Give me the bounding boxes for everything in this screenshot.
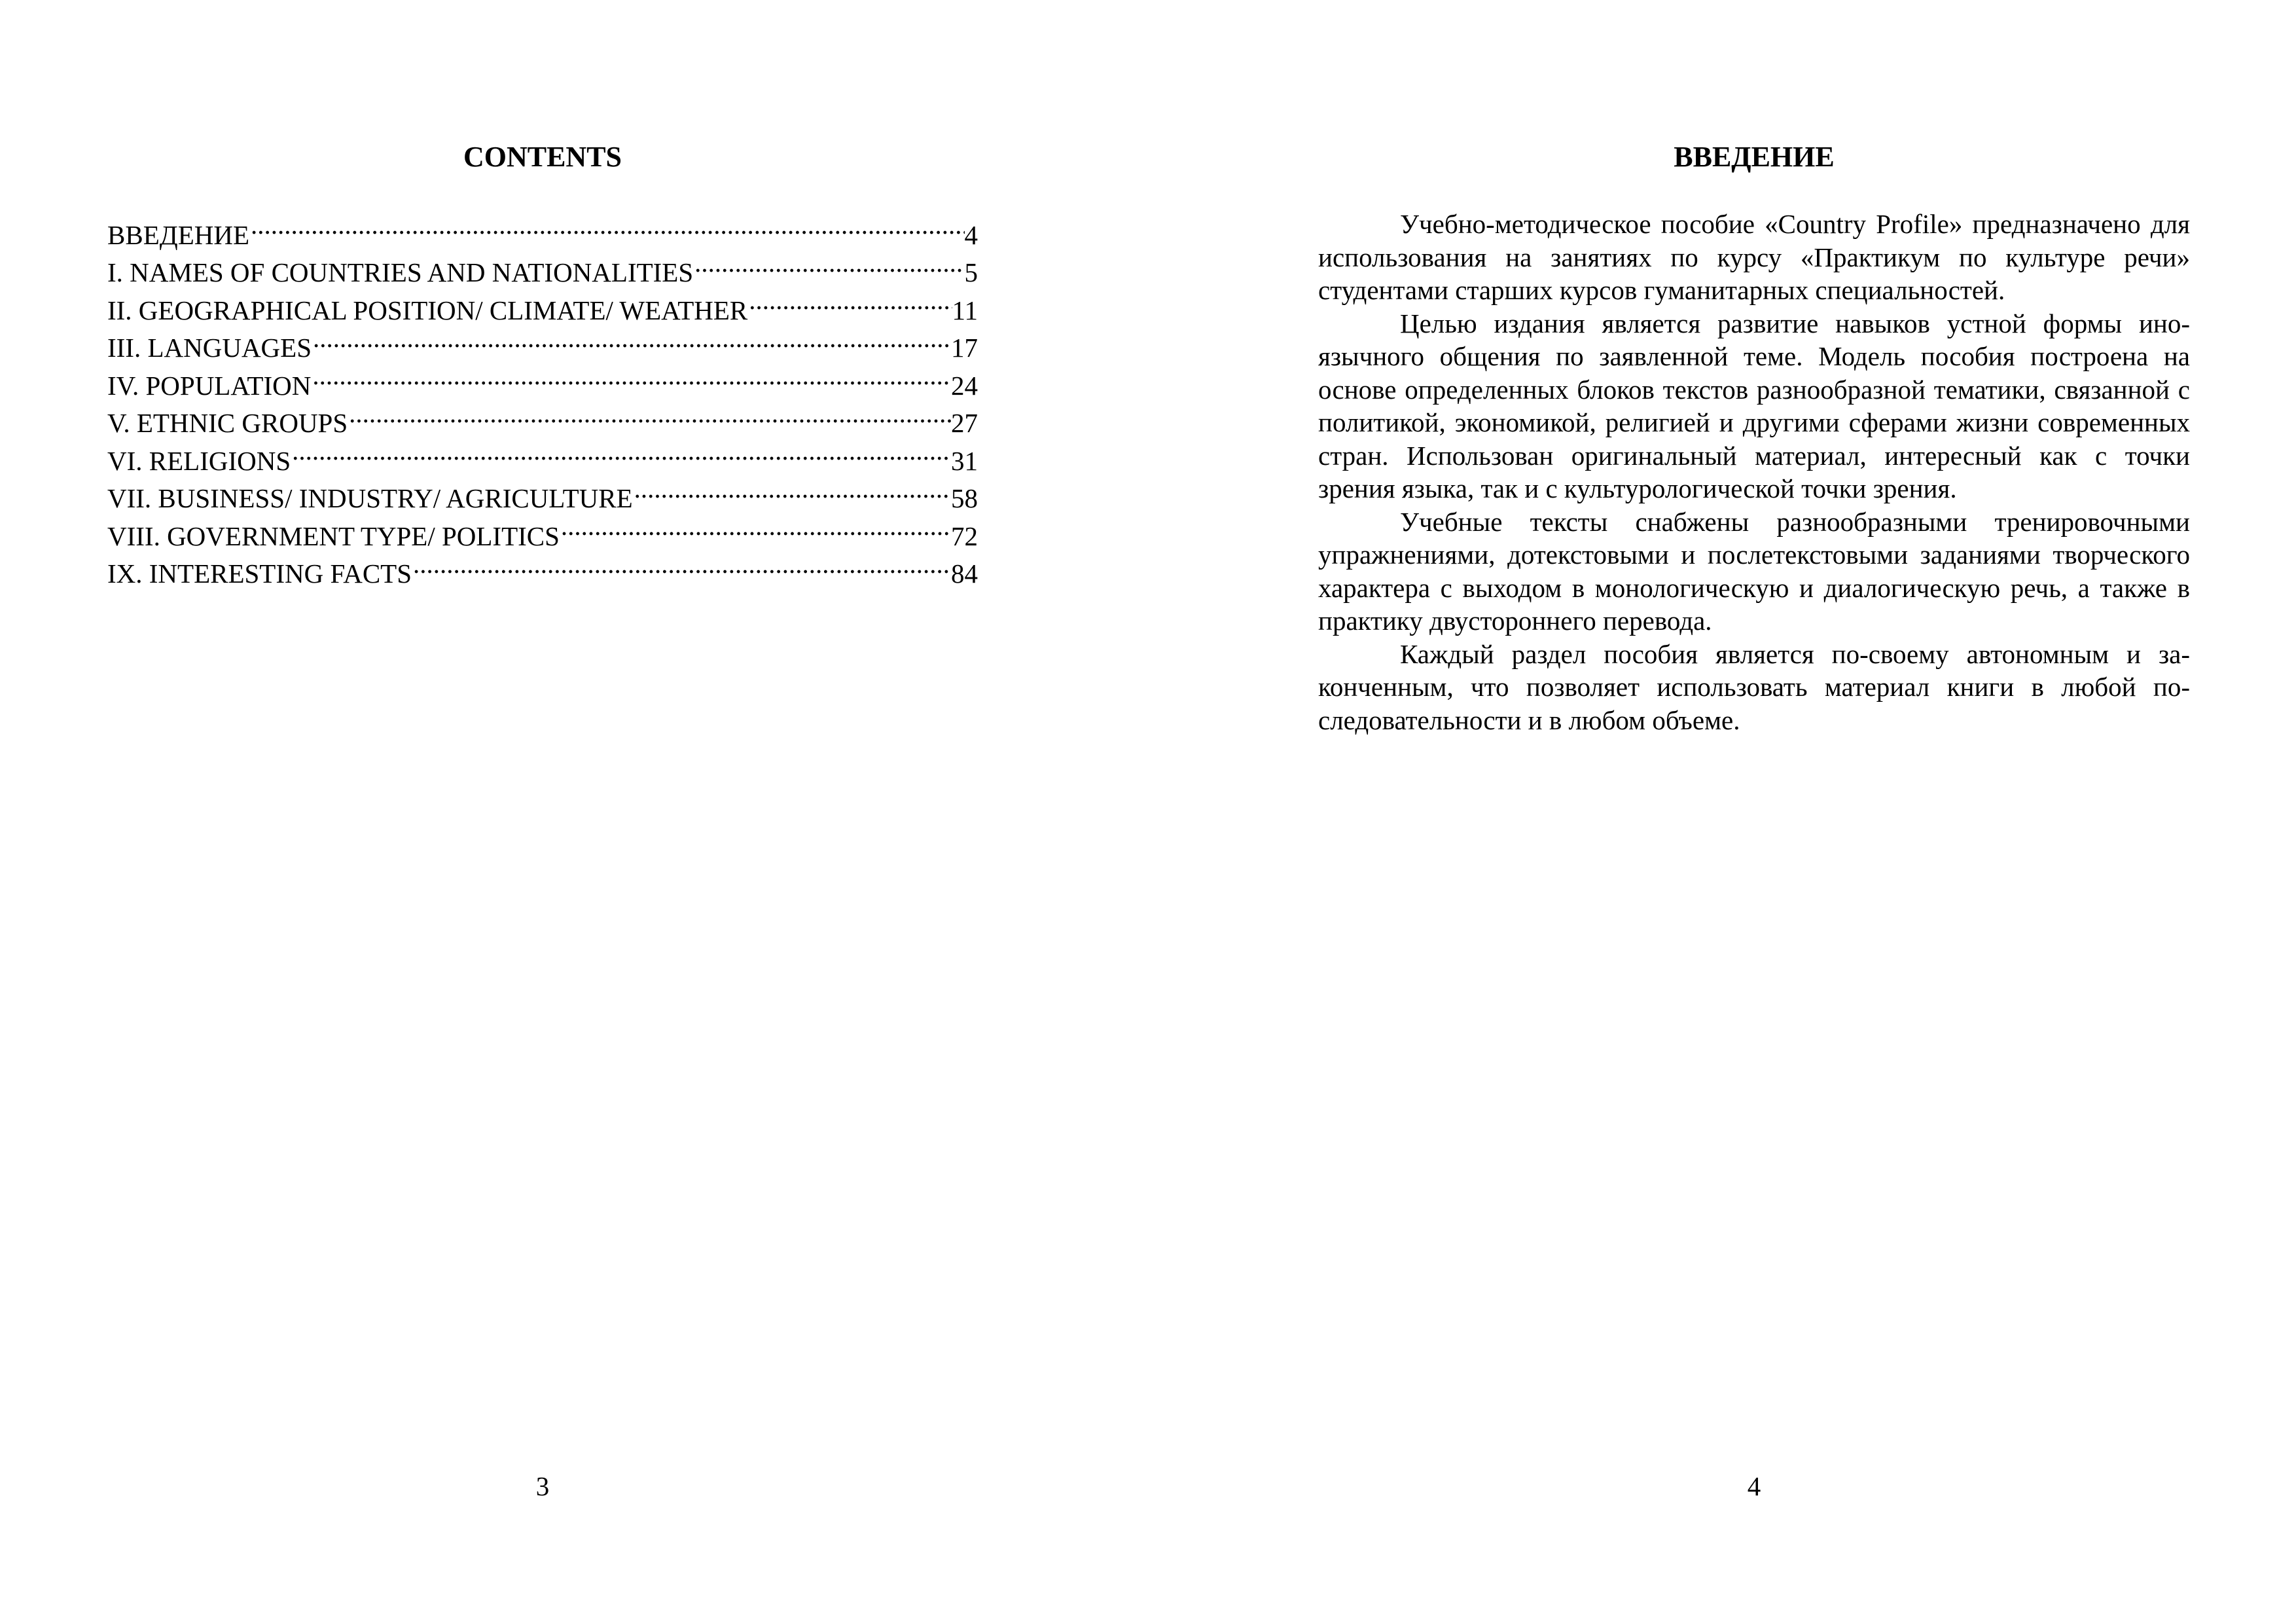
page-number: 4: [1747, 1471, 1761, 1501]
toc-entry-page: 27: [951, 408, 978, 438]
introduction-paragraph: Каждый раздел пособия является по-своему автономным и законченным, что позволяет использовать материал книги в любой последовательности и в любом объеме.: [1318, 638, 2190, 735]
contents-heading: CONTENTS: [463, 141, 622, 173]
toc-dot-leader: [291, 432, 951, 470]
introduction-paragraph: Целью издания является развитие навыков устной формы иноязычного общения по заявленной теме. Модель пособия построена на основе определенных блоков текстов разнообразной тематики, связанной с политикой, экономикой, религией и другими сферами жизни современных стран. Использован оригинальный материал, интересный как с точки зрения языка, так и с культурологической точки зрения.: [1318, 308, 2190, 503]
toc-entry-page: 17: [951, 333, 978, 363]
introduction-heading: ВВЕДЕНИЕ: [1674, 141, 1835, 173]
toc-dot-leader: [747, 282, 952, 319]
toc-entry-page: 24: [951, 370, 978, 401]
toc-dot-leader: [560, 507, 951, 545]
toc-entry-title: VII. BUSINESS/ INDUSTRY/ AGRICULTURE: [107, 483, 633, 513]
introduction-body: [1318, 208, 2190, 737]
toc-dot-leader: [311, 357, 951, 395]
toc-entry-title: ВВЕДЕНИЕ: [107, 219, 250, 250]
toc-entry-page: 58: [951, 483, 978, 513]
toc-entry: [107, 206, 978, 250]
toc-entry-title: V. ETHNIC GROUPS: [107, 408, 348, 438]
toc-dot-leader: [312, 319, 951, 357]
toc-entry-page: 31: [951, 445, 978, 476]
right-page: [1148, 0, 2296, 1623]
toc-entry-page: 5: [964, 257, 978, 287]
introduction-paragraph: Учебные тексты снабжены разнообразными тренировочными упражнениями, дотекстовыми и послетекстовыми заданиями творческого характера с выходом в монологическую и диалогическую речь, а также в практику двустороннего перевода.: [1318, 506, 2190, 636]
toc-entry-page: 72: [951, 520, 978, 551]
introduction-paragraph: Учебно-методическое пособие «Country Profile» предназначено для использования на занятиях по курсу «Практикум по культуре речи» студентами старших курсов гуманитарных специальностей.: [1318, 209, 2190, 305]
toc-entry-title: VIII. GOVERNMENT TYPE/ POLITICS: [107, 520, 560, 551]
toc-dot-leader: [633, 470, 951, 508]
page-number: 3: [535, 1471, 550, 1501]
toc-entry-title: II. GEOGRAPHICAL POSITION/ CLIMATE/ WEATHER: [107, 295, 748, 325]
table-of-contents: [107, 206, 978, 589]
toc-entry-title: I. NAMES OF COUNTRIES AND NATIONALITIES: [107, 257, 694, 287]
toc-entry-title: III. LANGUAGES: [107, 333, 312, 363]
toc-entry-title: VI. RELIGIONS: [107, 445, 291, 476]
toc-dot-leader: [249, 206, 964, 244]
toc-entry-title: IX. INTERESTING FACTS: [107, 558, 412, 589]
toc-dot-leader: [412, 545, 951, 583]
toc-entry-page: 4: [964, 219, 978, 250]
toc-entry-page: 84: [951, 558, 978, 589]
toc-dot-leader: [693, 244, 964, 282]
toc-entry-page: 11: [952, 295, 978, 325]
toc-dot-leader: [348, 395, 951, 433]
toc-entry-title: IV. POPULATION: [107, 370, 312, 401]
